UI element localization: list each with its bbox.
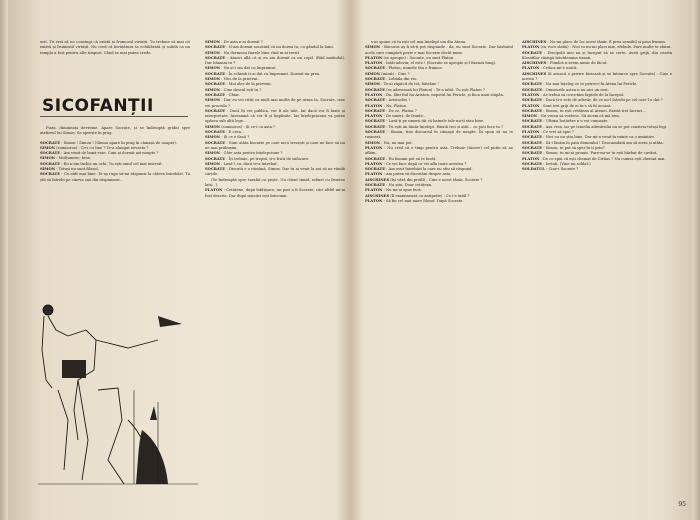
left-col2-dialog (205, 40, 345, 199)
left-page-edge (0, 0, 8, 520)
dialog-line: PLATON : Nu cred că e timp pentru asta. Trebuie (tăcere) cel putin să ne aflăm. (365, 145, 513, 156)
page-number: 95 (678, 501, 686, 508)
dialog-line: SOCRATE : Am venit de bună-voie. Cum ai dormit azi-noapte ? (40, 151, 159, 156)
dialog-line: SOCRATE : Simon, tu ești cetățean al Atenei. Există trei lucruri... (522, 108, 646, 113)
dialog-line: PLATON : Ce vrei să spui ? (522, 130, 574, 135)
dialog-line: SOCRATE : Iertați. (Vine un soldat.) (522, 161, 591, 166)
dialog-line: SOCRATE : Simon, tine discursul în cămașă de noapte. Îți spun să nu te rușinezi. (365, 130, 513, 140)
dialog-line: SOCRATE (se adresează lui Platon) : Te-a iubit. Tu ești Platon ? (365, 87, 485, 92)
dialog-line: SOCRATE : Discută e o rămână, Simon. Dar tu ai venit la noi să ne vândă cărțile. (205, 167, 345, 177)
dialog-line: SIMON : Și ce e dacă ? (205, 135, 250, 140)
right-column-1 (365, 40, 513, 508)
dialog-line: SOCRATE : Dacă ți-e sete de adevăr, de ce nu-l întrebi pe cel care l-a dat ? (522, 98, 663, 103)
dialog-line: PLATON : Nu mi-ai spus încă. (365, 188, 422, 193)
dialog-line: SIMON : Totuși nu sunt filosof. (40, 167, 99, 172)
dialog-line: PLATON : Critica mi-e unică. (522, 66, 578, 71)
right-page-edge (692, 0, 700, 520)
dialog-line: PLATON : Ar trebui să cercetăm faptele de la început. (522, 92, 625, 97)
left-column-2 (205, 40, 345, 508)
dialog-line: PLATON : De ce spui că ești chemat de Critias ? Nu cumva ești chemat mai. (522, 156, 666, 161)
dialog-line: SOCRATE : Așa vrea, iar pe temelia adevărului nu se pot construi totuși legi. (522, 124, 668, 129)
left-column-1-top (40, 40, 190, 92)
dialog-line: SIMON : Dar eu vei citiți cu mult mai multe de pe urma ta. Socrate, cine vei proceda ? (205, 98, 345, 108)
dialog-line: SIMON : Nici de la prieteni. (205, 77, 259, 82)
dialog-line: SOCRATE : Lebăda din vis. (365, 77, 418, 82)
dialog-line: SOCRATE : Să-i lăsăm în pata domnului ! Deocamdată am să scriu și atâta. (522, 140, 664, 145)
dialog-line: PLATON (cu voce slabă) : Nici tu nu-mi placi mie, efebule. Pare multe te sfatui. (522, 45, 672, 50)
dialog-line: SOCRATE : Ultima hotărâre n-o voi cunoaște. (522, 119, 609, 124)
right-col2-dialog (522, 40, 672, 172)
dialog-line: SIMON : Nu dormeau fiarele bine cînd m-ai trezit. (205, 50, 301, 55)
dialog-line: PLATON : Sunt trei griji de ei tu-s să fii acuzat. (522, 103, 612, 108)
dialog-line: SIMON (mirat) : Cine ? (365, 71, 410, 76)
dialog-line: SOCRATE : Nu știu. Doar cetățean. (365, 183, 433, 188)
dialog-line: SIMON (somnoros) : Ce-i cu tine ? Te-a alungat nevasta ? (40, 145, 149, 150)
dialog-line: SIMON : Bucuros aș fi să-ți pot răspunde : da, eu sunt Socrate. Dar bărbatul acela care cumpără pește e mai Socrate decât mine. (365, 45, 513, 55)
dialog-line: PLATON : Am putea să discutăm despre asta. (365, 172, 452, 177)
dialog-line: SOCRATE : Platon, numele tău e frumos. (365, 66, 443, 71)
dialog-line: AISCHINES (își vâră din profil) : Cine e acest tânăr, Socrate ? (365, 177, 483, 182)
dialog-line: SOCRATE : Omorurile astea n-au nici un rost. (522, 87, 609, 92)
dialog-line: SIMON : Lasă-l, tu, dacă te-a întrebat. (205, 161, 278, 166)
dialog-line: PLATON : Nu, Platon. (365, 103, 407, 108)
dialog-line: SOCRATE : Atunci află că și eu am dormit ca un copil. (Râd amândoi). Dar bănuiai tu ? (205, 55, 345, 66)
intro-paragraph: Piața, dimineața devreme. Apare Socrate, și se îndreaptă grăbit spre atelierul lui Simon. Se oprește în prag. (40, 126, 190, 136)
dialog-line: SOCRATE : Aristocles ! (365, 98, 410, 103)
left-col1-top-text: urit. Tu vrei să ne convingi că există și frumosul virtuții. Tu trebuie să mai cit există și frumosul virtuții. Nu cred că învățătura ta echilibrată și solidă ca un templu a fost pentru alte timpuri. Când se mai putea crede. (40, 40, 190, 55)
dialog-line: AISCHINES : Fiindcă n-avem nimic de făcut. (522, 61, 608, 66)
dialog-line: SOCRATE : Discipolii mei au și început să se certe. Aveți grijă, din cearta filosofilor câștigă întotdeauna tiranii. (522, 50, 672, 60)
dialog-line: PLATON : Da. Sînt fiul lui Ariston, nepotul lui Pericle, și fiica unui stăpân. (365, 92, 505, 97)
right-col1-dialog (365, 40, 513, 204)
dialog-line: (Se îndreaptă spre tarabă cu pește. Un client timid, robust cu fruntea lată...) (205, 177, 345, 188)
dialog-line: SOCRATE : E ceva... (205, 130, 245, 135)
right-page (350, 0, 700, 520)
dialog-line: SOCRATE : Eu n-am închis un ochi. Tu ești omul cel mai instruit. (40, 161, 163, 166)
dialog-line: AISCHINES (îl examinează cu antipatie) : Ce i-e tatăl ? (365, 193, 470, 198)
dialog-line: SOCRATE : Mai ales de la prieteni. (205, 82, 272, 87)
dialog-line: SIMON : Mulțumesc, bine. (40, 156, 92, 161)
dialog-line: SOCRATE : Simt atâta bucurie pe care mi-o trezești și care ne face să nu ne mai prăbușim. (205, 140, 345, 150)
dialog-line: SOCRATE : N-am dormit socotind că nu dormi tu, cu gândul la bani. (205, 45, 334, 50)
dialog-line: AISCHINES (îi aruncă o privire furioasă și se întoarce spre Socrate) : Cine e acesta ? (522, 71, 672, 82)
dialog-line: SOCRATE : De ce, Platon ? (365, 108, 417, 113)
dialog-line: SOCRATE : În schimb ți-ai dat cu împrumut. Dormit nu prea. (205, 71, 321, 76)
page-title: SICOFANȚII (42, 96, 154, 116)
dialog-line: PLATON : Să fiu cel mai mare filosof. După Socrate. (365, 198, 464, 203)
dialog-line: SIMON : Câte asta pentru înțelepciune ? (205, 151, 283, 156)
dialog-line: SIMON : Cine dracul ești tu ? (205, 87, 262, 92)
dialog-line: SOCRATE : Eu însumi pot să te învăț. (365, 156, 437, 161)
dialog-line: SIMON : De asta n-ai dormit ? (205, 40, 263, 44)
dialog-line: SIMON : Te-ai zăpăcit de tot, bătrâne ! (365, 82, 439, 87)
dialog-line: SOCRATE : Nici eu nu știu bine. Dar mi-a venit în minte ca o amintire. (522, 135, 656, 140)
left-column-1-body (40, 126, 190, 270)
dialog-line: SOCRATE : Chiar. (205, 92, 240, 97)
dialog-line: SOCRATE : Îți trebuie, pe treptă, ți-e frică de sufocare. (205, 156, 310, 161)
dialog-line: SOCRATE : Simon, te pot să sper în ți prin? (522, 145, 605, 150)
title-rule (40, 116, 188, 117)
dialog-line: SOLDATUL : Cine-i Socrate ? (522, 167, 579, 172)
dialog-line: PLATON (se apropie) : Socrate, eu sunt Platon. (365, 55, 455, 60)
dialog-line: PLATON : Ce vei face după ce vei afla toate acestea ? (365, 161, 467, 166)
dialog-line: SIMON : Nu, nu mai pot. (365, 140, 413, 145)
dialog-line: PLATON : Cetățene, după înfățișare, nu pari a fi Socrate, căci altfel mi-ai fost descris. Dar după mișcări ești întocmai. (205, 188, 345, 198)
dialog-line: SIMON : Nu vreau să vorbesc. Să zicem că mă tem. (522, 114, 620, 119)
dialog-line: SOCRATE : Am avut întrebări la care nu știu să răspund. (365, 167, 473, 172)
socrates-illustration (38, 270, 198, 490)
left-col1-dialog (40, 141, 190, 183)
dialog-line: PLATON : De umeri, de frunte... (365, 114, 427, 119)
dialog-line: SOCRATE : Simon, tu mi-ai promis. Pare-mi-se tu ești bărbat de cuvânt. (522, 151, 658, 156)
dialog-line: SOCRATE : Simon ! Simon ! (Simon apare în prag în cămașă de noapte). (40, 140, 177, 145)
dialog-line: SIMON : Nu și-i om dat cu împrumut. (205, 66, 277, 71)
dialog-line: SOCRATE : Nu mai înțeleg ce se petrece în Atena lui Pericle. (522, 82, 638, 87)
dialog-line: SIMON (somnoros) : Și ce-i cu asta ? (205, 124, 276, 129)
dialog-line: SOCRATE : Tu ești un tânăr înțelept. Există trei și atât... ce poți face tu ? (365, 124, 504, 129)
dialog-line: PLATON : Întâi-adevăr, el este ! (Socrate se apropie și-l fixează lung). (365, 61, 497, 66)
right-column-2 (522, 40, 672, 498)
dialog-line: s-ar spune că tu ești cel mai înțelept om din Atena. (371, 40, 467, 44)
dialog-line: AISCHINES : Nu-mi place de loc acest tânăr. E prea sensibil și prea frumos. (522, 40, 667, 44)
dialog-line: SOCRATE : Dacă îți vei publica, vor fi ale tale. Iar dacă vor fi luate și interpretate, înseamnă că vor fi și împlinite. Iar înțelepciunea va putea apărea sub altă lege... (205, 108, 345, 124)
dialog-line: SOCRATE : Cu atât mai bine. Te-aș ruga să-mi răspunzi la câteva întrebări. Tu știi să întrebi pe cineva sau dai răspunsuri... (40, 172, 190, 182)
dialog-line: SOCRATE : Lasă-ți pe umerii tăi că hainele tale nu-ți stau bine. (365, 119, 485, 124)
